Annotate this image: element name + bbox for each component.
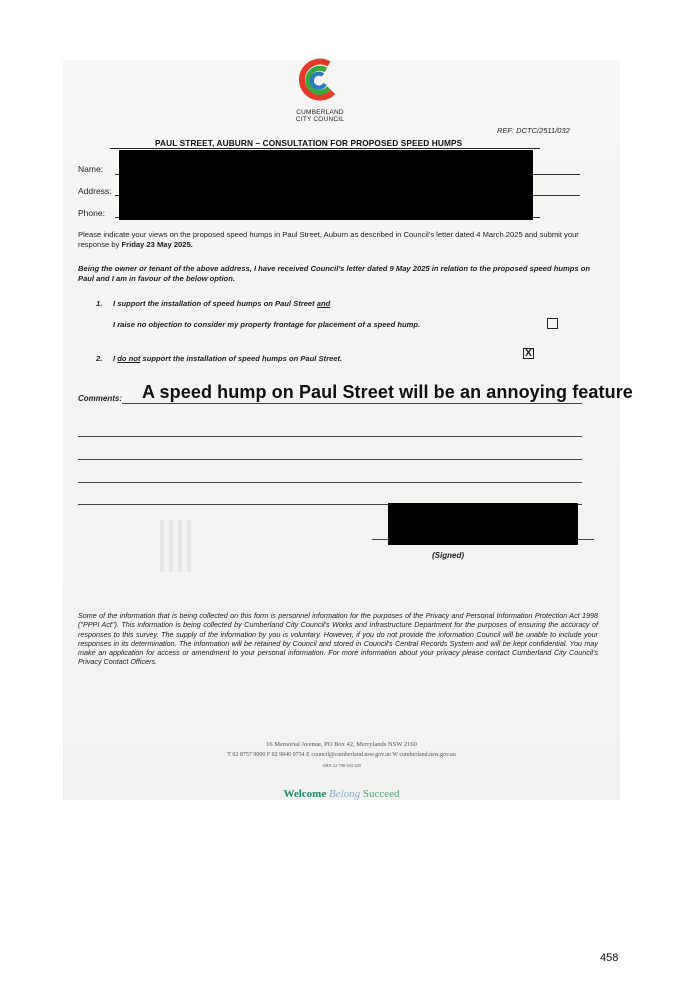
option-1-line2: I raise no objection to consider my property frontage for placement of a speed hump.	[113, 320, 421, 329]
council-logo	[289, 58, 347, 102]
scan-shadow	[160, 520, 194, 572]
option-1-line1: I support the installation of speed humps on Paul Street	[113, 299, 317, 308]
page-number: 458	[600, 952, 619, 964]
council-name-line2: CITY COUNCIL	[295, 116, 345, 123]
slogan-welcome: Welcome	[283, 788, 327, 800]
option-1-and: and	[316, 299, 331, 308]
signed-label: (Signed)	[432, 551, 464, 560]
option-2-do-not: do not	[117, 354, 141, 363]
option-1-checkbox[interactable]	[547, 318, 558, 329]
redaction-personal-details	[119, 150, 533, 220]
comments-line-1	[122, 403, 582, 404]
option-2-text	[113, 354, 342, 363]
title-underline	[110, 148, 540, 149]
privacy-notice: Some of the information that is being collected on this form is personnel information for the purposes of the Privacy and Personal Information Protection Act 1998 ("PPPI Act"). This information is being collected by Cumberland City Council's Works and Infrastructure Department for the purposes of ensuring the accuracy of responses to this survey. The supply of the information by you is voluntary. However, if you do not provide the information Council will be unable to include your responses in its determination. The information will be retained by Council and stored in Council's Central Records System and will be kept confidential. You may make an application for access or amendment to your personal information. For more information about your privacy please contact Cumberland City Council's Privacy Contact Officers.	[78, 611, 598, 667]
intro-text: Please indicate your views on the proposed speed humps in Paul Street, Auburn as described in Council's letter dated 4 March 2025 and submit your response by	[78, 230, 579, 249]
document-title: PAUL STREET, AUBURN – CONSULTATION FOR PROPOSED SPEED HUMPS	[155, 138, 463, 148]
option-2-number: 2.	[96, 354, 103, 363]
deadline: Friday 23 May 2025.	[121, 239, 193, 249]
redaction-signature	[388, 503, 578, 545]
option-1-text	[113, 299, 330, 308]
slogan-succeed: Succeed	[362, 788, 400, 800]
address-label: Address:	[78, 186, 112, 196]
option-2-post: support the installation of speed humps on Paul Street.	[140, 354, 343, 363]
phone-label: Phone:	[78, 208, 105, 218]
footer-abn: ABN 22 798 563 329	[322, 763, 361, 768]
footer-contacts: T 02 8757 9000 F 02 9840 9734 E council@cumberland.nsw.gov.au W cumberland.nsw.gov.au	[227, 752, 456, 758]
name-label: Name:	[78, 164, 104, 174]
comments-label: Comments:	[78, 394, 123, 403]
council-name-line1: CUMBERLAND	[296, 109, 344, 116]
comments-handwriting: A speed hump on Paul Street will be an annoying feature	[142, 382, 633, 402]
option-2-checkbox[interactable]: X	[523, 348, 534, 359]
declaration: Being the owner or tenant of the above address, I have received Council's letter dated 9 May 2025 in relation to the proposed speed humps on Paul and I am in favour of the below option.	[78, 264, 590, 283]
intro-paragraph	[78, 230, 598, 249]
footer-address: 16 Memorial Avenue, PO Box 42, Merrylands NSW 2160	[266, 741, 417, 748]
option-1-number: 1.	[96, 299, 103, 308]
slogan-belong: Belong	[328, 788, 361, 800]
footer-slogan	[63, 788, 620, 800]
option-2-pre: I	[113, 354, 118, 363]
reference-number: REF: DCTC/2511/032	[497, 126, 570, 135]
comments-line-3	[78, 459, 582, 460]
comments-line-2	[78, 436, 582, 437]
council-name	[280, 109, 360, 123]
comments-line-4	[78, 482, 582, 483]
